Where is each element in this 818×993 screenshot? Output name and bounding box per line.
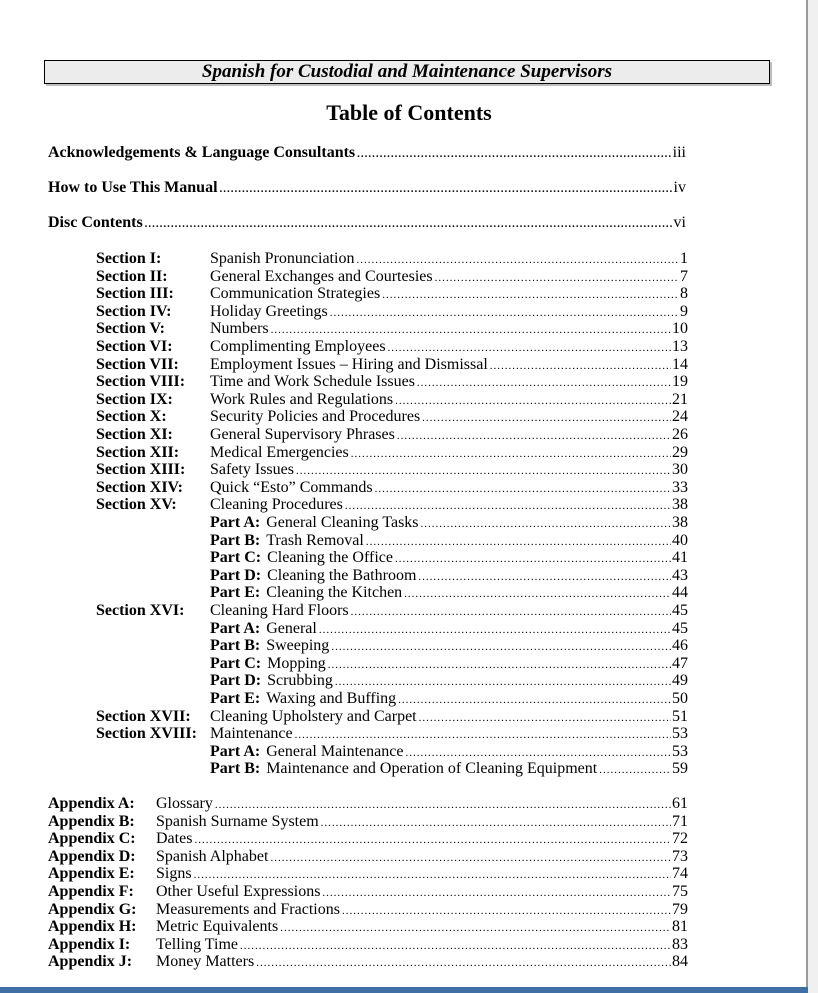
page-number: 51 (672, 707, 688, 725)
toc-entry-part[interactable] (210, 620, 688, 638)
entry-label: Section IV: (96, 302, 172, 320)
entry-label: Part B: (210, 637, 261, 655)
entry-title: General Cleaning Tasks (266, 514, 419, 531)
toc-entry-appendix[interactable] (48, 795, 688, 813)
entry-title: Telling Time (156, 935, 239, 953)
entry-title: Acknowledgements & Language Consultants (48, 144, 356, 161)
entry-title: General (266, 619, 317, 637)
dot-leader (345, 496, 671, 514)
toc-entry-section[interactable] (96, 444, 688, 462)
toc-entry-section[interactable] (96, 708, 688, 726)
entry-label: Appendix J: (48, 953, 133, 971)
entry-label: Section XVI: (96, 602, 185, 619)
dot-leader (220, 179, 673, 197)
entry-title: Sweeping (266, 637, 330, 655)
dot-leader (417, 373, 671, 391)
toc-entry-part[interactable] (210, 549, 688, 567)
entry-title: Maintenance and Operation of Cleaning Equipment (266, 760, 598, 778)
page-number: 29 (672, 443, 688, 461)
dot-leader (321, 813, 671, 831)
entry-label: Section XIII: (96, 461, 186, 479)
entry-title: Cleaning the Bathroom (267, 566, 417, 584)
toc-entry-part[interactable] (210, 514, 688, 532)
toc-entry-section[interactable] (96, 303, 688, 321)
entry-label: Section I: (96, 250, 162, 267)
toc-entry-appendix[interactable] (48, 830, 688, 848)
entry-label: Section XIV: (96, 478, 183, 496)
toc-entry-front-matter[interactable] (48, 179, 686, 197)
toc-entry-section[interactable] (96, 250, 688, 268)
entry-title: Measurements and Fractions (156, 900, 340, 918)
entry-title: Money Matters (156, 953, 255, 971)
dot-leader (194, 830, 671, 848)
entry-title: Spanish Surname System (156, 812, 319, 830)
entry-label: Part D: (210, 566, 262, 584)
entry-title: Safety Issues (210, 461, 294, 479)
toc-entry-part[interactable] (210, 584, 688, 602)
toc-entry-appendix[interactable] (48, 865, 688, 883)
toc-entry-section[interactable] (96, 268, 688, 286)
entry-label: Section XV: (96, 496, 177, 514)
dot-leader (490, 356, 671, 374)
entry-title: Dates (156, 830, 193, 848)
entry-title: Spanish Pronunciation (210, 250, 355, 267)
page-number: 40 (672, 531, 688, 549)
page-number: 10 (672, 320, 688, 338)
entry-title: Cleaning Hard Floors (210, 602, 349, 619)
toc-entry-appendix[interactable] (48, 883, 688, 901)
entry-label: Appendix E: (48, 865, 135, 883)
dot-leader (357, 144, 672, 162)
entry-label: Part E: (210, 690, 261, 707)
dot-leader (418, 567, 671, 585)
dot-leader (404, 584, 671, 602)
toc-entry-part[interactable] (210, 760, 688, 778)
toc-entry-section[interactable] (96, 320, 688, 338)
toc-entry-part[interactable] (210, 567, 688, 585)
entry-label: Section V: (96, 320, 165, 338)
toc-entry-section[interactable] (96, 496, 688, 514)
entry-title: Cleaning Upholstery and Carpet (210, 707, 417, 725)
page-number: 53 (672, 742, 688, 760)
page-number: 14 (672, 355, 688, 373)
toc-entry-appendix[interactable] (48, 936, 688, 954)
toc-entry-front-matter[interactable] (48, 214, 686, 232)
page-number: 71 (672, 812, 688, 830)
page-number: 59 (672, 760, 688, 778)
page-number: 24 (672, 408, 688, 426)
entry-label: Appendix B: (48, 812, 135, 830)
toc-entry-section[interactable] (96, 391, 688, 409)
page-number: 7 (680, 267, 688, 285)
toc-entry-section[interactable] (96, 479, 688, 497)
entry-label: Part A: (210, 514, 261, 531)
toc-entry-appendix[interactable] (48, 953, 688, 971)
entry-label: Appendix I: (48, 935, 131, 953)
dot-leader (215, 795, 671, 813)
toc-entry-part[interactable] (210, 532, 688, 550)
entry-label: Part A: (210, 619, 261, 637)
dot-leader (240, 936, 671, 954)
entry-title: Metric Equivalents (156, 918, 279, 936)
page-number: vi (673, 214, 686, 231)
page-bottom-edge (0, 987, 808, 993)
page-number: 33 (672, 478, 688, 496)
page-number: 41 (672, 549, 688, 567)
page-number: 61 (672, 795, 688, 812)
page-number: 30 (672, 461, 688, 479)
page-number: 38 (672, 514, 688, 531)
toc-entry-section[interactable] (96, 285, 688, 303)
entry-title: How to Use This Manual (48, 179, 218, 196)
entry-label: Part D: (210, 672, 262, 690)
entry-label: Section XI: (96, 426, 173, 443)
page-number: 45 (672, 619, 688, 637)
dot-leader (388, 338, 671, 356)
entry-title: Glossary (156, 795, 213, 812)
dot-leader (375, 479, 671, 497)
entry-title: Disc Contents (48, 214, 143, 231)
dot-leader (270, 848, 671, 866)
page-number: 83 (672, 935, 688, 953)
toc-entry-appendix[interactable] (48, 813, 688, 831)
toc-entry-part[interactable] (210, 743, 688, 761)
toc-entry-part[interactable] (210, 690, 688, 708)
page-title: Table of Contents (326, 100, 492, 125)
entry-title: Cleaning Procedures (210, 496, 343, 514)
dot-leader (194, 865, 671, 883)
dot-leader (342, 901, 671, 919)
dot-leader (319, 620, 671, 638)
page-number: 72 (672, 830, 688, 848)
dot-leader (398, 690, 671, 708)
dot-leader (295, 725, 671, 743)
dot-leader (395, 549, 671, 567)
page-number: 21 (672, 390, 688, 408)
toc-entry-part[interactable] (210, 637, 688, 655)
entry-label: Part C: (210, 549, 262, 567)
toc-entry-appendix[interactable] (48, 848, 688, 866)
entry-label: Part E: (210, 584, 261, 602)
toc-entry-section[interactable] (96, 373, 688, 391)
entry-title: General Exchanges and Courtesies (210, 267, 433, 285)
dot-leader (405, 743, 671, 761)
page-number: 13 (672, 338, 688, 355)
entry-title: Security Policies and Procedures (210, 408, 421, 426)
dot-leader (280, 918, 671, 936)
dot-leader (328, 655, 671, 673)
page-number: 38 (672, 496, 688, 514)
dot-leader (330, 303, 679, 321)
page-number: 79 (672, 900, 688, 918)
toc-entry-part[interactable] (210, 672, 688, 690)
entry-title: Quick “Esto” Commands (210, 478, 373, 496)
dot-leader (421, 514, 671, 532)
entry-label: Section XVII: (96, 707, 191, 725)
entry-label: Part B: (210, 760, 261, 778)
entry-title: Other Useful Expressions (156, 883, 321, 900)
entry-title: Employment Issues – Hiring and Dismissal (210, 355, 488, 373)
entry-label: Section VII: (96, 355, 179, 373)
entry-title: Spanish Alphabet (156, 847, 269, 865)
dot-leader (397, 426, 671, 444)
page-right-edge (806, 0, 808, 993)
entry-label: Section VI: (96, 338, 173, 355)
page-number: 46 (672, 637, 688, 655)
entry-label: Part B: (210, 531, 261, 549)
toc-entry-part[interactable] (210, 655, 688, 673)
page-number: 73 (672, 847, 688, 865)
entry-title: Mopping (267, 654, 326, 672)
entry-label: Appendix H: (48, 918, 137, 936)
page-number: 9 (680, 302, 688, 320)
entry-title: General Supervisory Phrases (210, 426, 395, 443)
dot-leader (296, 461, 671, 479)
dot-leader (422, 408, 671, 426)
toc-entry-appendix[interactable] (48, 918, 688, 936)
entry-label: Appendix G: (48, 900, 137, 918)
page-number: 8 (680, 285, 688, 303)
toc-entry-front-matter[interactable] (48, 144, 686, 162)
entry-title: Cleaning the Kitchen (266, 584, 403, 602)
entry-label: Appendix F: (48, 883, 134, 900)
entry-title: Work Rules and Regulations (210, 390, 394, 408)
toc-entry-section[interactable] (96, 725, 688, 743)
entry-label: Section XII: (96, 443, 180, 461)
dot-leader (271, 320, 671, 338)
dot-leader (395, 391, 671, 409)
entry-label: Appendix D: (48, 847, 136, 865)
page-number: 45 (672, 602, 688, 619)
toc-entry-appendix[interactable] (48, 901, 688, 919)
page-number: 26 (672, 426, 688, 443)
entry-title: Waxing and Buffing (266, 690, 397, 707)
entry-label: Part A: (210, 742, 261, 760)
entry-title: Trash Removal (266, 531, 364, 549)
dot-leader (382, 285, 679, 303)
page-number: iii (672, 144, 686, 161)
page-number: 81 (672, 918, 688, 936)
dot-leader (419, 708, 671, 726)
page-number: 50 (672, 690, 688, 707)
toc-entry-section[interactable] (96, 408, 688, 426)
page-number: iv (673, 179, 686, 196)
manual-title-banner: Spanish for Custodial and Maintenance Supervisors (44, 60, 770, 84)
dot-leader (435, 268, 679, 286)
viewer-background (808, 0, 818, 993)
entry-title: Medical Emergencies (210, 443, 349, 461)
entry-label: Section XVIII: (96, 725, 197, 743)
dot-leader (351, 444, 671, 462)
page-number: 43 (672, 566, 688, 584)
entry-title: Numbers (210, 320, 269, 338)
dot-leader (599, 760, 671, 778)
toc-entry-section[interactable] (96, 338, 688, 356)
page-number: 84 (672, 953, 688, 971)
toc-entry-section[interactable] (96, 602, 688, 620)
page-number: 44 (672, 584, 688, 602)
page-number: 53 (672, 725, 688, 743)
dot-leader (356, 250, 679, 268)
entry-title: Communication Strategies (210, 285, 381, 303)
dot-leader (145, 214, 673, 232)
entry-label: Part C: (210, 654, 262, 672)
page-number: 49 (672, 672, 688, 690)
entry-label: Appendix C: (48, 830, 136, 848)
page-number: 74 (672, 865, 688, 883)
dot-leader (256, 953, 671, 971)
dot-leader (322, 883, 671, 901)
toc-entry-section[interactable] (96, 426, 688, 444)
dot-leader (331, 637, 671, 655)
toc-entry-section[interactable] (96, 356, 688, 374)
entry-title: Maintenance (210, 725, 293, 743)
entry-title: Time and Work Schedule Issues (210, 373, 415, 391)
dot-leader (366, 532, 671, 550)
dot-leader (351, 602, 671, 620)
toc-entry-section[interactable] (96, 461, 688, 479)
entry-label: Section IX: (96, 390, 173, 408)
entry-label: Section X: (96, 408, 167, 426)
entry-label: Section VIII: (96, 373, 186, 391)
page-number: 1 (680, 250, 688, 267)
page-number: 19 (672, 373, 688, 391)
entry-label: Section II: (96, 267, 168, 285)
page-number: 47 (672, 654, 688, 672)
entry-title: Signs (156, 865, 192, 883)
entry-title: Complimenting Employees (210, 338, 386, 355)
entry-label: Section III: (96, 285, 174, 303)
entry-title: Scrubbing (267, 672, 333, 690)
page-number: 75 (672, 883, 688, 900)
entry-title: General Maintenance (266, 742, 404, 760)
dot-leader (335, 672, 671, 690)
entry-title: Holiday Greetings (210, 302, 328, 320)
entry-label: Appendix A: (48, 795, 135, 812)
entry-title: Cleaning the Office (267, 549, 393, 567)
